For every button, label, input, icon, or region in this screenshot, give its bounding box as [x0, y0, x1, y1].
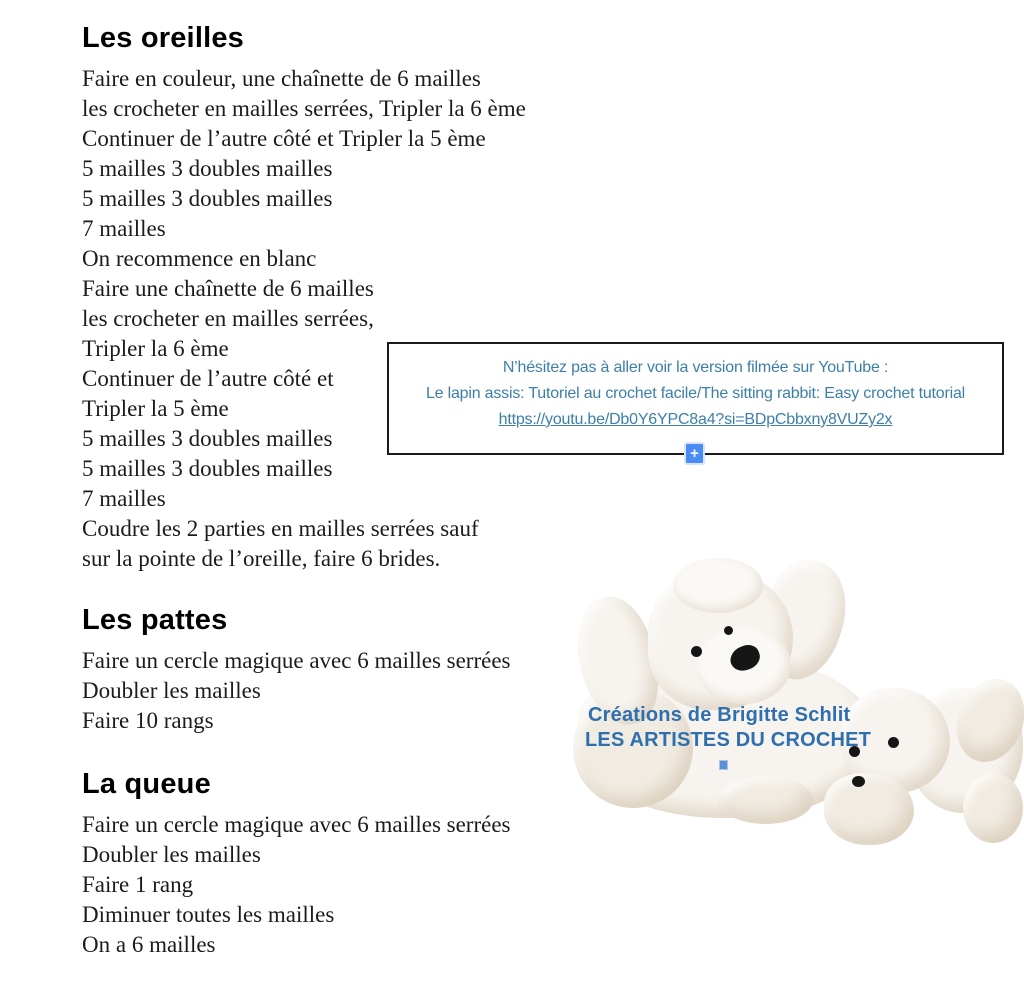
photo-credit-line1: Créations de Brigitte Schlit: [588, 704, 851, 726]
instruction-line: Faire 10 rangs: [82, 708, 214, 733]
rabbit-small-eye-right: [888, 737, 899, 748]
instruction-line: On a 6 mailles: [82, 932, 216, 957]
instruction-line: Diminuer toutes les mailles: [82, 902, 335, 927]
youtube-link[interactable]: https://youtu.be/Db0Y6YPC8a4?si=BDpCbbxny8VUZy2x: [498, 411, 893, 428]
instruction-line: Faire une chaînette de 6 mailles: [82, 276, 374, 301]
instruction-line: 7 mailles: [82, 216, 166, 241]
rabbit-large-eye-right: [724, 626, 733, 635]
instruction-line: On recommence en blanc: [82, 246, 317, 271]
rabbit-large-topknot: [673, 558, 763, 613]
callout-text-line2: Le lapin assis: Tutoriel au crochet facile/The sitting rabbit: Easy crochet tutorial: [425, 385, 966, 402]
instruction-line: Faire en couleur, une chaînette de 6 mailles: [82, 66, 481, 91]
section-heading-oreilles: Les oreilles: [82, 22, 244, 54]
instruction-line: 5 mailles 3 doubles mailles: [82, 156, 333, 181]
rabbit-large-eye-left: [691, 646, 702, 657]
instruction-line: Doubler les mailles: [82, 678, 261, 703]
instruction-line: les crocheter en mailles serrées, Tripler la 6 ème: [82, 96, 526, 121]
crochet-rabbits-photo: [578, 558, 1024, 858]
rabbit-small-paw: [824, 773, 914, 845]
rabbit-small-leg: [963, 773, 1023, 843]
instruction-line: 7 mailles: [82, 486, 166, 511]
section-heading-queue: La queue: [82, 768, 211, 800]
photo-credit-line2: LES ARTISTES DU CROCHET: [585, 729, 872, 751]
instruction-line: 5 mailles 3 doubles mailles: [82, 426, 333, 451]
instruction-line: Continuer de l’autre côté et: [82, 366, 334, 391]
instruction-line: Continuer de l’autre côté et Tripler la 5 ème: [82, 126, 486, 151]
rabbit-small-nose: [852, 776, 865, 787]
rabbit-large-foot: [718, 776, 813, 824]
instruction-line: Faire un cercle magique avec 6 mailles serrées: [82, 812, 511, 837]
instruction-line: sur la pointe de l’oreille, faire 6 brides.: [82, 546, 441, 571]
youtube-callout-box: [387, 342, 1004, 455]
selection-handle[interactable]: [719, 760, 728, 770]
instruction-line: les crocheter en mailles serrées,: [82, 306, 374, 331]
callout-text-line1: N’hésitez pas à aller voir la version filmée sur YouTube :: [502, 359, 889, 376]
add-comment-button[interactable]: +: [684, 442, 705, 465]
instruction-line: Coudre les 2 parties en mailles serrées sauf: [82, 516, 479, 541]
instruction-line: Faire 1 rang: [82, 872, 194, 897]
instruction-line: 5 mailles 3 doubles mailles: [82, 456, 333, 481]
instruction-line: Faire un cercle magique avec 6 mailles serrées: [82, 648, 511, 673]
instruction-line: Doubler les mailles: [82, 842, 261, 867]
instruction-line: Tripler la 6 ème: [82, 336, 229, 361]
instruction-line: 5 mailles 3 doubles mailles: [82, 186, 333, 211]
instruction-line: Tripler la 5 ème: [82, 396, 229, 421]
section-heading-pattes: Les pattes: [82, 604, 228, 636]
